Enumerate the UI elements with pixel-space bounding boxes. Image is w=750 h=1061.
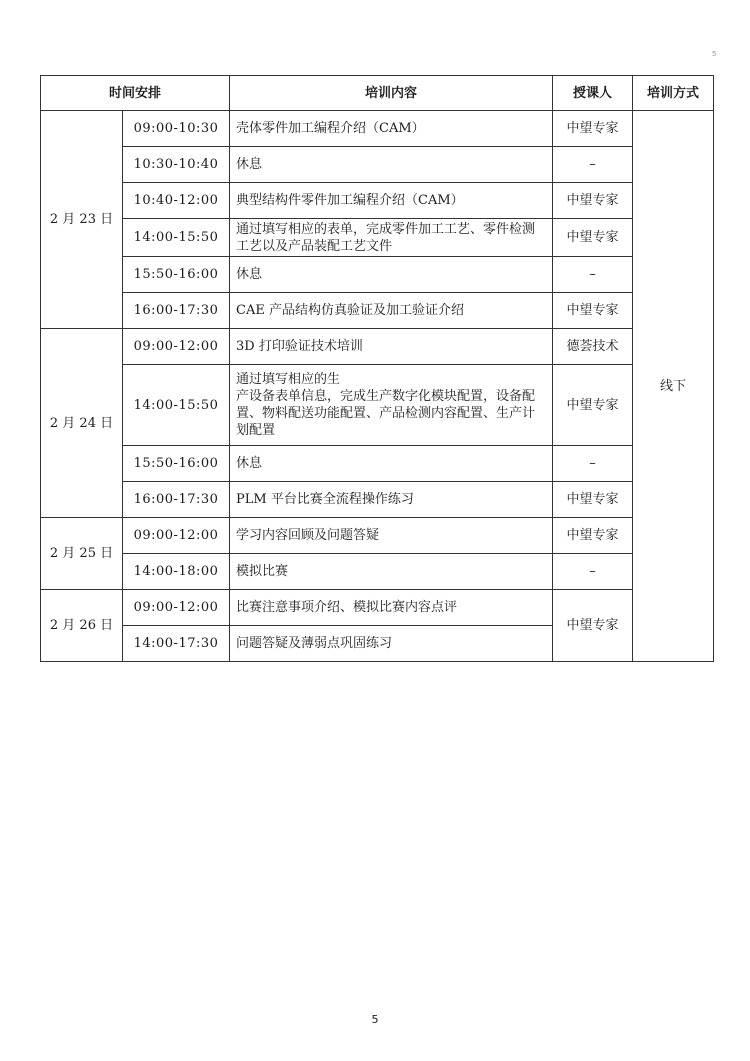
- time-cell: 09:00-12:00: [123, 590, 230, 626]
- content-cell: 休息: [230, 257, 553, 293]
- time-cell: 14:00-15:50: [123, 365, 230, 446]
- date-cell: 2 月 23 日: [41, 111, 123, 329]
- table-row: [41, 365, 714, 446]
- teacher-cell: –: [553, 446, 633, 482]
- time-cell: 15:50-16:00: [123, 446, 230, 482]
- time-cell: 14:00-17:30: [123, 626, 230, 662]
- page-number: 5: [371, 1013, 379, 1026]
- time-cell: 14:00-15:50: [123, 219, 230, 257]
- header-teacher: 授课人: [553, 76, 633, 111]
- content-line-2: 产设备表单信息，完成生产数字化模块配置，设备配置、物料配送功能配置、产品检测内容配置、生产计划配置: [236, 389, 536, 438]
- table-row: [41, 518, 714, 554]
- teacher-cell: 中望专家: [553, 365, 633, 446]
- teacher-cell: –: [553, 147, 633, 183]
- header-mode: 培训方式: [633, 76, 714, 111]
- table-row: [41, 482, 714, 518]
- table-row: [41, 293, 714, 329]
- header-content: 培训内容: [230, 76, 553, 111]
- time-cell: 16:00-17:30: [123, 482, 230, 518]
- content-cell: 典型结构件零件加工编程介绍（CAM）: [230, 183, 553, 219]
- time-cell: 09:00-10:30: [123, 111, 230, 147]
- teacher-cell: 中望专家: [553, 590, 633, 662]
- content-cell: PLM 平台比赛全流程操作练习: [230, 482, 553, 518]
- table-row: [41, 554, 714, 590]
- time-cell: 09:00-12:00: [123, 329, 230, 365]
- table-header-row: [41, 76, 714, 111]
- header-time-arrangement: 时间安排: [41, 76, 230, 111]
- table-row: [41, 183, 714, 219]
- date-cell: 2 月 24 日: [41, 329, 123, 518]
- mode-cell: 线下: [633, 111, 714, 662]
- content-cell: 通过填写相应的表单，完成零件加工工艺、零件检测工艺以及产品装配工艺文件: [230, 219, 553, 257]
- time-cell: 10:40-12:00: [123, 183, 230, 219]
- time-cell: 09:00-12:00: [123, 518, 230, 554]
- teacher-cell: –: [553, 257, 633, 293]
- teacher-cell: 德荟技术: [553, 329, 633, 365]
- date-cell: 2 月 25 日: [41, 518, 123, 590]
- content-cell: 问题答疑及薄弱点巩固练习: [230, 626, 553, 662]
- table-row: [41, 219, 714, 257]
- content-cell: 比赛注意事项介绍、模拟比赛内容点评: [230, 590, 553, 626]
- teacher-cell: 中望专家: [553, 183, 633, 219]
- date-cell: 2 月 26 日: [41, 590, 123, 662]
- time-cell: 10:30-10:40: [123, 147, 230, 183]
- content-cell: 休息: [230, 147, 553, 183]
- table-row: [41, 147, 714, 183]
- content-cell: [230, 365, 553, 446]
- content-cell: 壳体零件加工编程介绍（CAM）: [230, 111, 553, 147]
- content-cell: 3D 打印验证技术培训: [230, 329, 553, 365]
- content-line-1: 通过填写相应的生: [236, 372, 341, 387]
- content-cell: CAE 产品结构仿真验证及加工验证介绍: [230, 293, 553, 329]
- teacher-cell: 中望专家: [553, 293, 633, 329]
- table-row: [41, 111, 714, 147]
- content-cell: 模拟比赛: [230, 554, 553, 590]
- time-cell: 15:50-16:00: [123, 257, 230, 293]
- time-cell: 16:00-17:30: [123, 293, 230, 329]
- teacher-cell: 中望专家: [553, 111, 633, 147]
- teacher-cell: 中望专家: [553, 219, 633, 257]
- training-schedule-table: [40, 75, 714, 662]
- teacher-cell: 中望专家: [553, 518, 633, 554]
- table-row: [41, 329, 714, 365]
- table-row: [41, 590, 714, 626]
- teacher-cell: –: [553, 554, 633, 590]
- content-cell: 学习内容回顾及问题答疑: [230, 518, 553, 554]
- corner-page-mark: 5: [712, 50, 717, 58]
- teacher-cell: 中望专家: [553, 482, 633, 518]
- time-cell: 14:00-18:00: [123, 554, 230, 590]
- table-row: [41, 446, 714, 482]
- table-row: [41, 257, 714, 293]
- content-cell: 休息: [230, 446, 553, 482]
